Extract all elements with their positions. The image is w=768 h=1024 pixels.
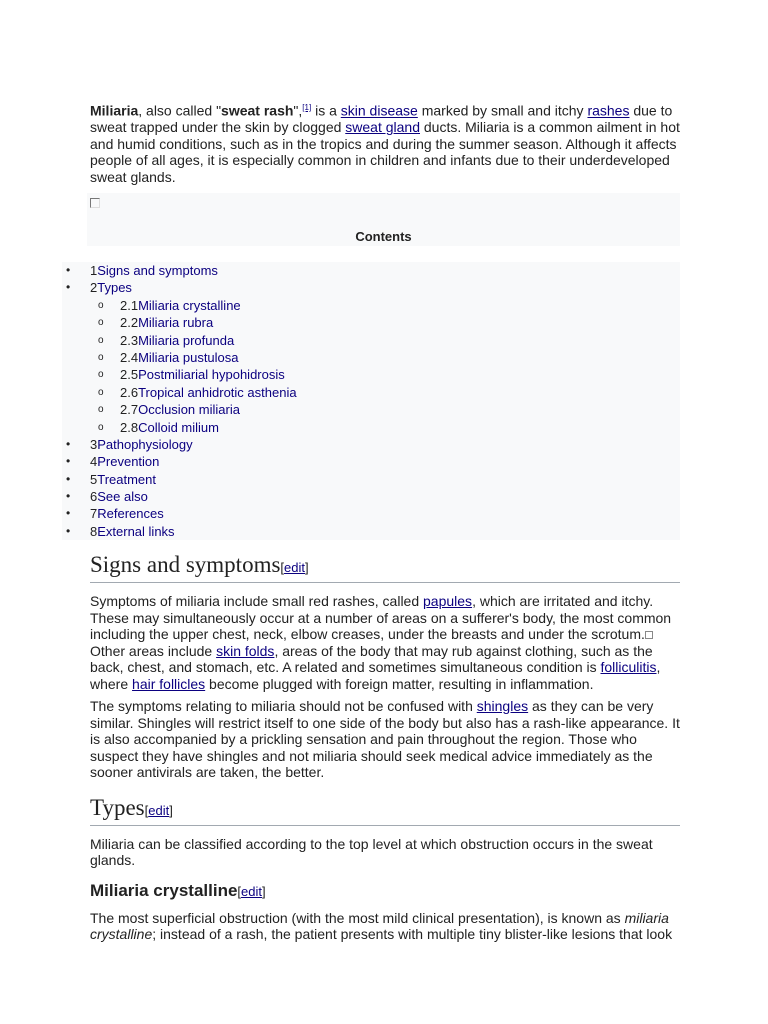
toc-link[interactable]: Miliaria crystalline [138, 297, 241, 313]
edit-section: [edit] [237, 883, 266, 899]
signs-paragraph-2 [90, 698, 680, 781]
toc-number: 2.5 [120, 367, 139, 383]
toc-number: 2.4 [120, 349, 139, 365]
toc-title: Contents [355, 229, 412, 245]
text: ducts. Miliaria is a common ailment in hot and humid conditions, such as in the tropics and during the summer season. Although it affects people of all ages, it is especially common in children and infants due to their underdeveloped sweat glands. [90, 119, 680, 185]
toc-item[interactable] [62, 279, 680, 296]
text: marked by small and itchy [417, 102, 588, 119]
text: ", [293, 102, 303, 119]
types-heading [90, 795, 680, 826]
edit-link[interactable]: edit [148, 802, 170, 818]
crystalline-paragraph [90, 910, 680, 943]
toc-link[interactable]: Pathophysiology [97, 436, 193, 452]
citation-needed-icon [645, 631, 653, 639]
intro-section [90, 100, 680, 246]
text: Other areas include [90, 642, 217, 659]
text: ; instead of a rash, the patient presents with multiple tiny blister-like lesions that look [152, 926, 673, 942]
toc-item[interactable] [62, 505, 680, 522]
text: as they can be very similar. Shingles will restrict itself to one side of the body but also has a rash-like appearance. It is also accompanied by a prickling sensation and pain throughout the region. Those who suspect they have shingles and not miliaria should seek medical advice immediately as the sooner antivirals are taken, the better. [90, 698, 680, 780]
toc-link[interactable]: Miliaria pustulosa [138, 349, 239, 365]
toc-item[interactable] [62, 262, 680, 279]
crystalline-heading [90, 881, 680, 902]
toc-item[interactable] [62, 523, 680, 540]
text: become plugged with foreign matter, resulting in inflammation. [205, 675, 594, 692]
toc-link[interactable]: Occlusion miliaria [138, 402, 240, 418]
toc-link[interactable]: See also [97, 489, 148, 505]
text: is a [311, 102, 341, 119]
text: The symptoms relating to miliaria should not be confused with [90, 698, 477, 714]
toc-number: 2.3 [120, 332, 139, 348]
reference-link[interactable]: [1] [302, 103, 312, 112]
toc-number: 2.1 [120, 297, 139, 313]
toc-link[interactable]: Treatment [97, 471, 156, 487]
toc-item[interactable] [62, 384, 680, 401]
intro-paragraph [90, 100, 680, 185]
toc-item[interactable] [62, 297, 680, 314]
edit-section: [edit] [144, 802, 173, 818]
toc-link[interactable]: References [97, 506, 164, 522]
heading-text: Miliaria crystalline [90, 880, 238, 900]
toc-number: 2.6 [120, 384, 139, 400]
signs-paragraph-1 [90, 593, 680, 692]
heading-text: Types [90, 794, 145, 820]
skin-folds-link[interactable]: skin folds [216, 642, 275, 659]
term: miliaria crystalline [90, 909, 669, 942]
toc-number: 7 [90, 506, 98, 522]
text: , which are irritated and itchy. These may simultaneously occur at a number of areas on a sufferer's body, the most common including the upper chest, neck, elbow creases, under the breasts and under the scrotum. [90, 593, 672, 642]
toc-number: 2.2 [120, 315, 139, 331]
broken-image-icon [90, 198, 100, 208]
alias: sweat rash [221, 102, 294, 119]
toc-number: 4 [90, 454, 98, 470]
sweat-gland-link[interactable]: sweat gland [345, 119, 420, 136]
toc-number: 1 [90, 263, 98, 278]
toc-number: 6 [90, 489, 98, 505]
toc-item[interactable] [62, 349, 680, 366]
toc-number: 2 [90, 280, 98, 296]
rashes-link[interactable]: rashes [587, 102, 630, 119]
toc-number: 5 [90, 471, 98, 487]
toc-link[interactable]: Signs and symptoms [97, 263, 218, 278]
toc-link[interactable]: Miliaria rubra [138, 315, 214, 331]
toc-link[interactable]: Colloid milium [138, 419, 219, 435]
text: , areas of the body that may rub against clothing, such as the back, chest, and stomach, etc. A related and sometimes simultaneous condition is [90, 642, 653, 675]
toc-item[interactable] [62, 401, 680, 418]
toc-link[interactable]: Tropical anhidrotic asthenia [138, 384, 297, 400]
toc-item[interactable] [62, 471, 680, 488]
text: The most superficial obstruction (with the most mild clinical presentation), is known as [90, 909, 625, 926]
edit-link[interactable]: edit [284, 560, 306, 575]
hair-follicles-link[interactable]: hair follicles [132, 675, 206, 692]
text: , where [90, 659, 661, 692]
toc-number: 3 [90, 436, 98, 452]
toc-list [62, 262, 680, 540]
edit-link[interactable]: edit [241, 883, 262, 899]
edit-section: [edit] [280, 560, 309, 575]
text: due to sweat trapped under the skin by clogged [90, 102, 673, 136]
toc-number: 2.8 [120, 419, 139, 435]
toc-number: 2.7 [120, 402, 139, 418]
toc-item[interactable] [62, 419, 680, 436]
toc-image-placeholder [87, 193, 680, 217]
article-body [90, 552, 680, 949]
toc-link[interactable]: Prevention [97, 454, 160, 470]
toc-item[interactable] [62, 314, 680, 331]
papules-link[interactable]: papules [423, 593, 473, 609]
shingles-link[interactable]: shingles [476, 698, 529, 714]
text: , also called " [138, 102, 222, 119]
skin-disease-link[interactable]: skin disease [340, 102, 418, 119]
toc-link[interactable]: Postmiliarial hypohidrosis [138, 367, 285, 383]
toc-item[interactable] [62, 488, 680, 505]
toc-link[interactable]: Types [97, 280, 132, 296]
heading-text: Signs and symptoms [90, 552, 281, 577]
toc-link[interactable]: External links [97, 523, 175, 539]
folliculitis-link[interactable]: folliculitis [600, 659, 657, 675]
toc-item[interactable] [62, 436, 680, 453]
term: Miliaria [90, 102, 139, 119]
toc-number: 8 [90, 523, 98, 539]
text: Symptoms of miliaria include small red rashes, called [90, 593, 424, 609]
toc-item[interactable] [62, 332, 680, 349]
toc-link[interactable]: Miliaria profunda [138, 332, 235, 348]
toc-item[interactable] [62, 453, 680, 470]
signs-heading [90, 552, 680, 583]
toc-item[interactable] [62, 366, 680, 383]
types-paragraph: Miliaria can be classified according to the top level at which obstruction occurs in the sweat glands. [90, 835, 653, 868]
toc [87, 193, 680, 246]
